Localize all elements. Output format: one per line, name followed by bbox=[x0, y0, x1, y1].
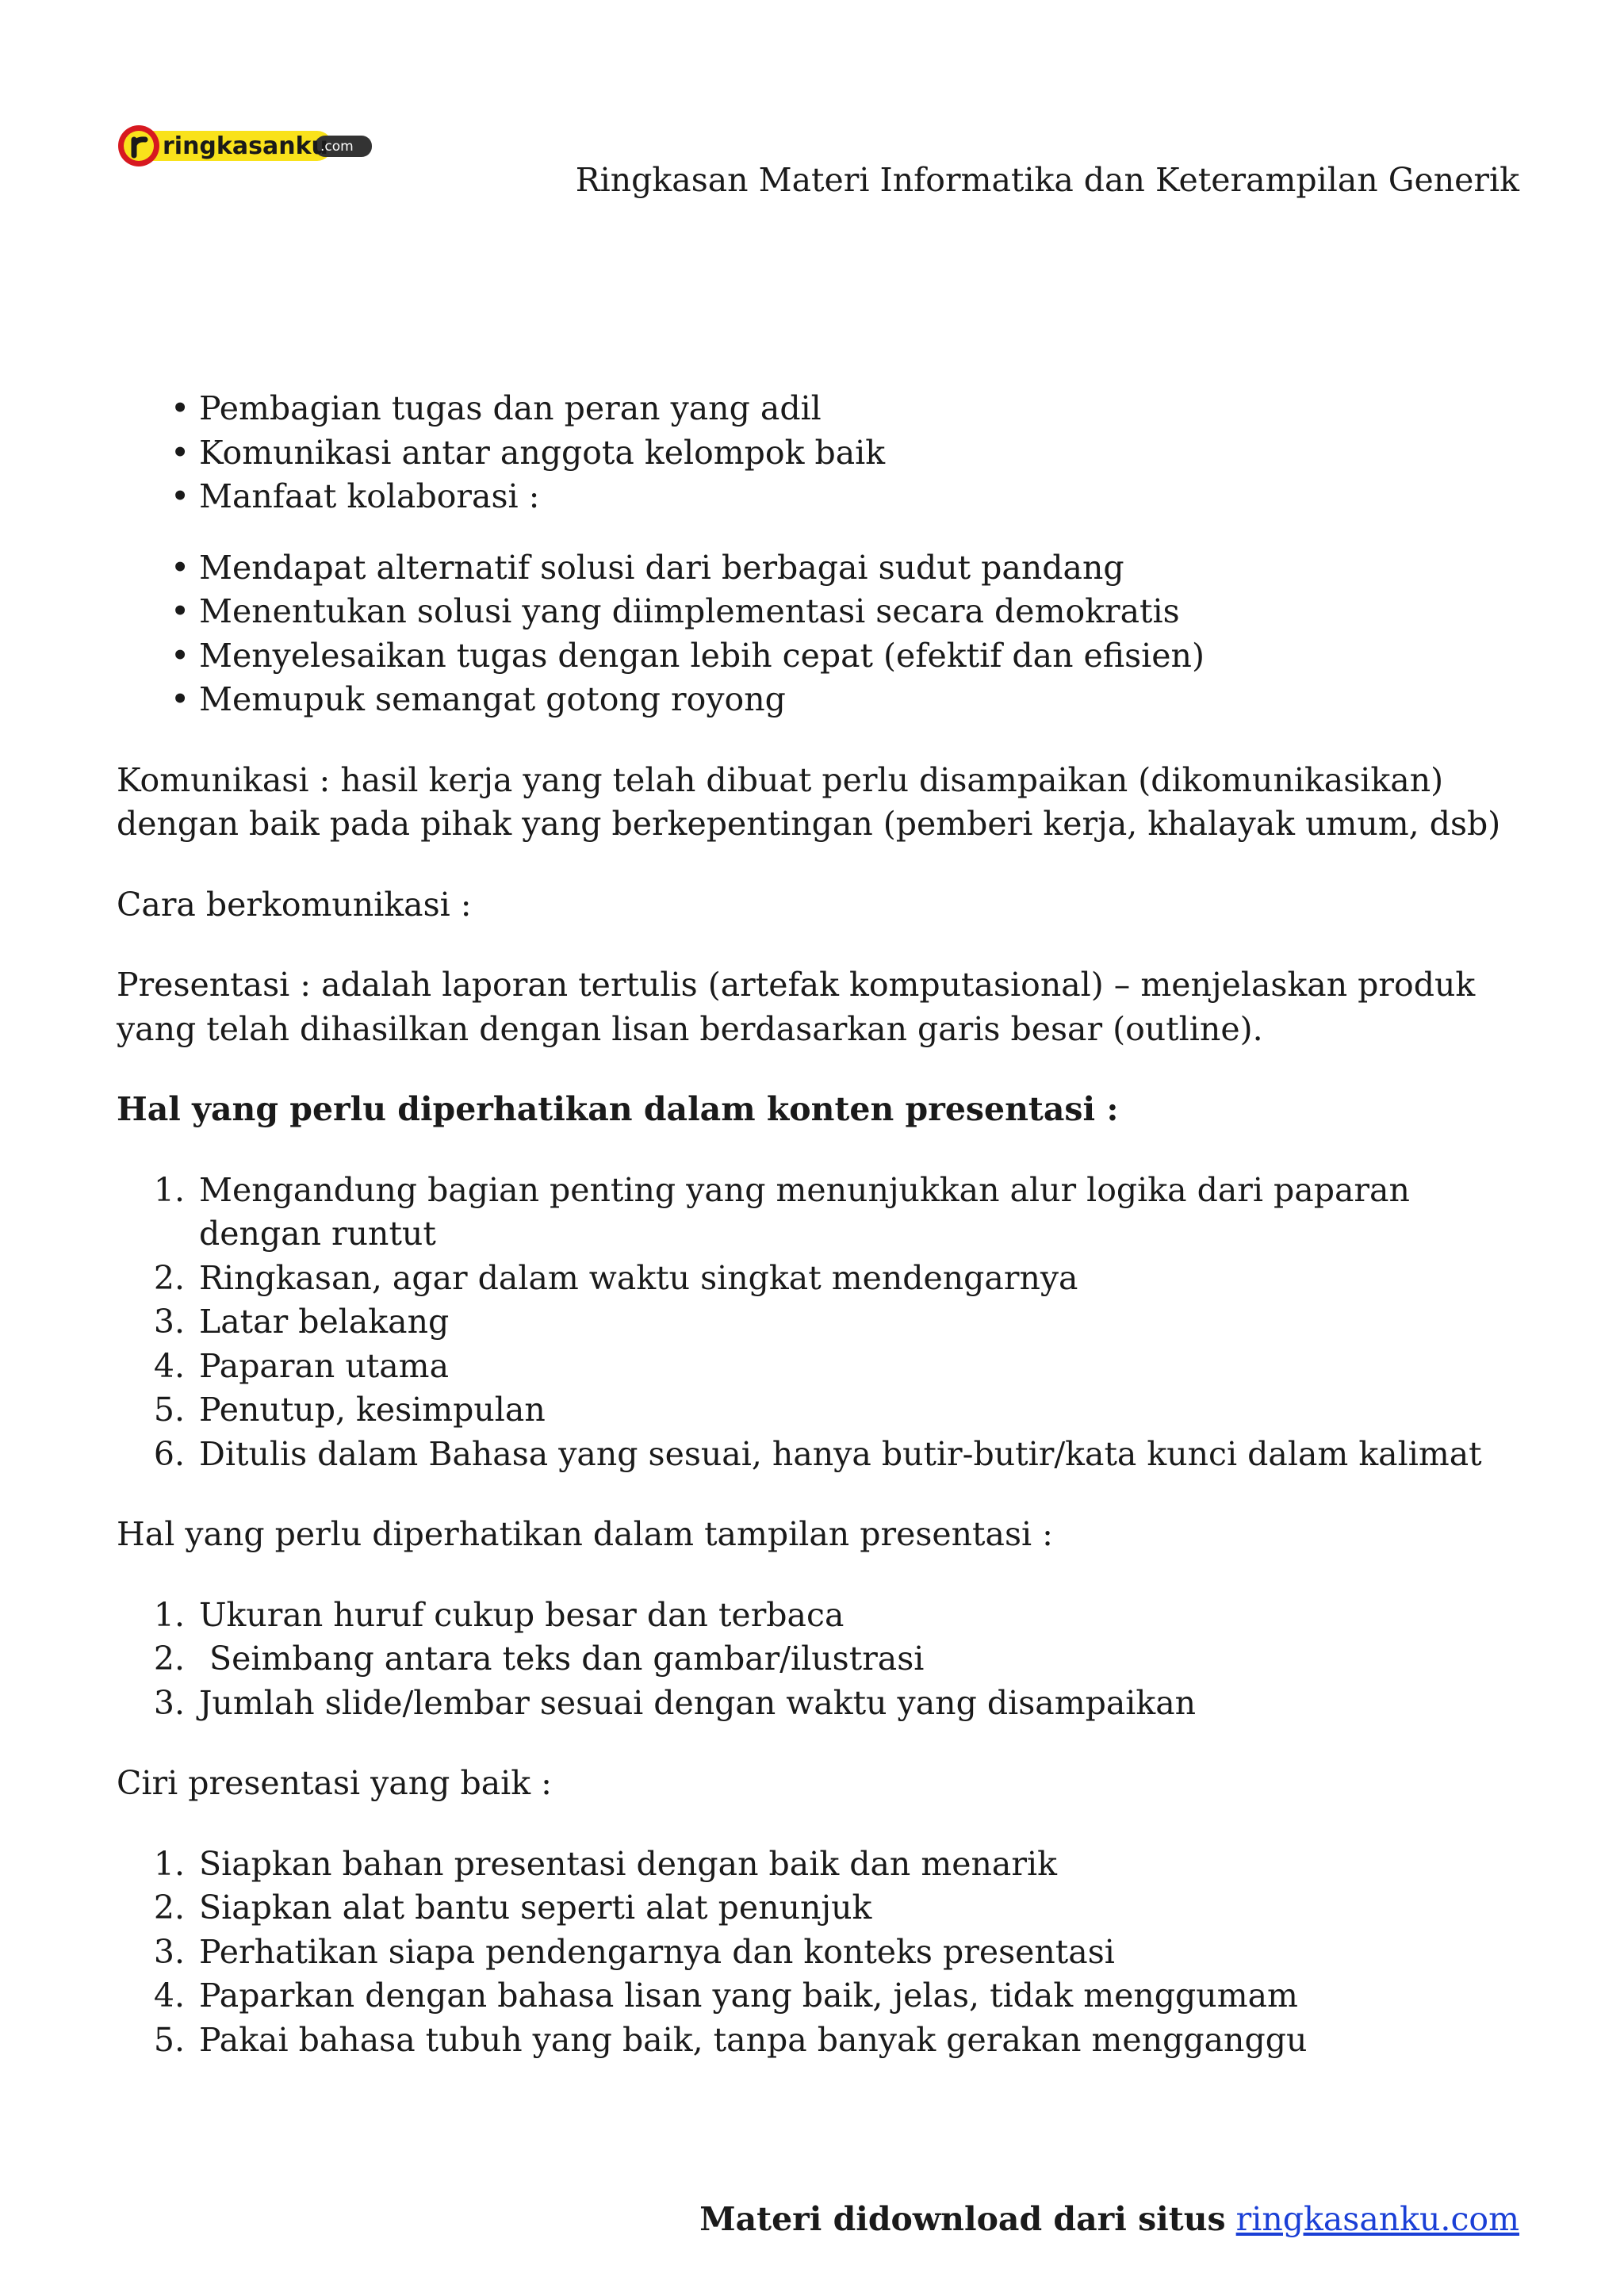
list-item-text: Perhatikan siapa pendengarnya dan konteks presentasi bbox=[199, 1932, 1115, 1971]
footer bbox=[699, 2196, 1519, 2242]
list-item-text: Latar belakang bbox=[199, 1303, 450, 1341]
paragraph-tampilan: Hal yang perlu diperhatikan dalam tampilan presentasi : bbox=[117, 1515, 1053, 1553]
list-number: 1. bbox=[153, 1595, 185, 1634]
list-item bbox=[117, 1169, 1520, 1257]
list-item-text: Pakai bahasa tubuh yang baik, tanpa banyak gerakan mengganggu bbox=[199, 2020, 1308, 2059]
list-item: • Komunikasi antar anggota kelompok baik bbox=[117, 431, 1520, 476]
list-item-text: Ukuran huruf cukup besar dan terbaca bbox=[199, 1595, 845, 1634]
numbered-list-konten bbox=[117, 1169, 1520, 1477]
list-item: • Menyelesaikan tugas dengan lebih cepat (efektif dan efisien) bbox=[117, 634, 1520, 679]
list-item-text: Ringkasan, agar dalam waktu singkat mendengarnya bbox=[199, 1258, 1078, 1297]
list-number: 5. bbox=[153, 1391, 185, 1429]
list-item-text: Paparkan dengan bahasa lisan yang baik, jelas, tidak menggumam bbox=[199, 1976, 1298, 2015]
logo-suffix: .com bbox=[320, 139, 354, 155]
list-item-text: Siapkan bahan presentasi dengan baik dan menarik bbox=[199, 1844, 1057, 1883]
paragraph-presentasi: Presentasi : adalah laporan tertulis (artefak komputasional) – menjelaskan produk yang telah dihasilkan dengan lisan berdasarkan garis besar (outline). bbox=[117, 966, 1476, 1048]
list-number: 1. bbox=[153, 1170, 185, 1209]
list-item bbox=[117, 1300, 1520, 1345]
list-number: 3. bbox=[153, 1683, 185, 1722]
numbered-list-ciri bbox=[117, 1843, 1520, 2063]
list-item-text: Siapkan alat bantu seperti alat penunjuk bbox=[199, 1888, 872, 1927]
list-item: • Mendapat alternatif solusi dari berbagai sudut pandang bbox=[117, 546, 1520, 591]
bullet-list-manfaat bbox=[117, 546, 1520, 722]
list-item: • Menentukan solusi yang diimplementasi secara demokratis bbox=[117, 590, 1520, 634]
footer-text: Materi didownload dari situs bbox=[699, 2200, 1226, 2238]
ringkasanku-logo bbox=[117, 124, 375, 168]
logo-wordmark: ringkasanku bbox=[163, 132, 328, 160]
list-number: 2. bbox=[153, 1640, 185, 1678]
bullet-list-kolaborasi bbox=[117, 387, 1520, 519]
list-item-text: Penutup, kesimpulan bbox=[199, 1391, 546, 1429]
list-item-text: Mengandung bagian penting yang menunjukkan alur logika dari paparan dengan runtut bbox=[199, 1170, 1410, 1253]
list-number: 4. bbox=[153, 1346, 185, 1385]
list-item-text: Paparan utama bbox=[199, 1346, 450, 1385]
list-item: • Memupuk semangat gotong royong bbox=[117, 678, 1520, 722]
list-number: 3. bbox=[153, 1303, 185, 1341]
list-number: 1. bbox=[153, 1844, 185, 1883]
list-item bbox=[117, 1682, 1520, 1726]
list-item bbox=[117, 1974, 1520, 2019]
list-number: 2. bbox=[153, 1888, 185, 1927]
list-item bbox=[117, 1257, 1520, 1301]
paragraph-ciri: Ciri presentasi yang baik : bbox=[117, 1764, 552, 1802]
list-item bbox=[117, 1388, 1520, 1433]
document-content bbox=[117, 387, 1520, 2062]
list-number: 2. bbox=[153, 1258, 185, 1297]
list-item bbox=[117, 2019, 1520, 2063]
list-item bbox=[117, 1931, 1520, 1975]
list-item bbox=[117, 1345, 1520, 1389]
list-item: • Pembagian tugas dan peran yang adil bbox=[117, 387, 1520, 431]
list-item-text: Seimbang antara teks dan gambar/ilustrasi bbox=[199, 1640, 925, 1678]
paragraph-cara: Cara berkomunikasi : bbox=[117, 885, 472, 924]
list-number: 3. bbox=[153, 1932, 185, 1971]
list-number: 4. bbox=[153, 1976, 185, 2015]
footer-link[interactable]: ringkasanku.com bbox=[1235, 2200, 1519, 2238]
list-item bbox=[117, 1843, 1520, 1887]
list-item-text: Jumlah slide/lembar sesuai dengan waktu yang disampaikan bbox=[199, 1683, 1197, 1722]
paragraph-komunikasi: Komunikasi : hasil kerja yang telah dibuat perlu disampaikan (dikomunikasikan) dengan baik pada pihak yang berkepentingan (pemberi kerja, khalayak umum, dsb) bbox=[117, 760, 1501, 843]
list-number: 6. bbox=[153, 1434, 185, 1473]
list-item bbox=[117, 1594, 1520, 1638]
list-number: 5. bbox=[153, 2020, 185, 2059]
list-item-text: Ditulis dalam Bahasa yang sesuai, hanya butir-butir/kata kunci dalam kalimat bbox=[199, 1434, 1482, 1473]
list-item bbox=[117, 1433, 1520, 1477]
numbered-list-tampilan bbox=[117, 1594, 1520, 1726]
header-title: Ringkasan Materi Informatika dan Keterampilan Generik bbox=[575, 161, 1519, 199]
list-item bbox=[117, 1637, 1520, 1682]
heading-konten: Hal yang perlu diperhatikan dalam konten presentasi : bbox=[117, 1090, 1119, 1128]
list-item bbox=[117, 1886, 1520, 1931]
list-item: • Manfaat kolaborasi : bbox=[117, 475, 1520, 519]
